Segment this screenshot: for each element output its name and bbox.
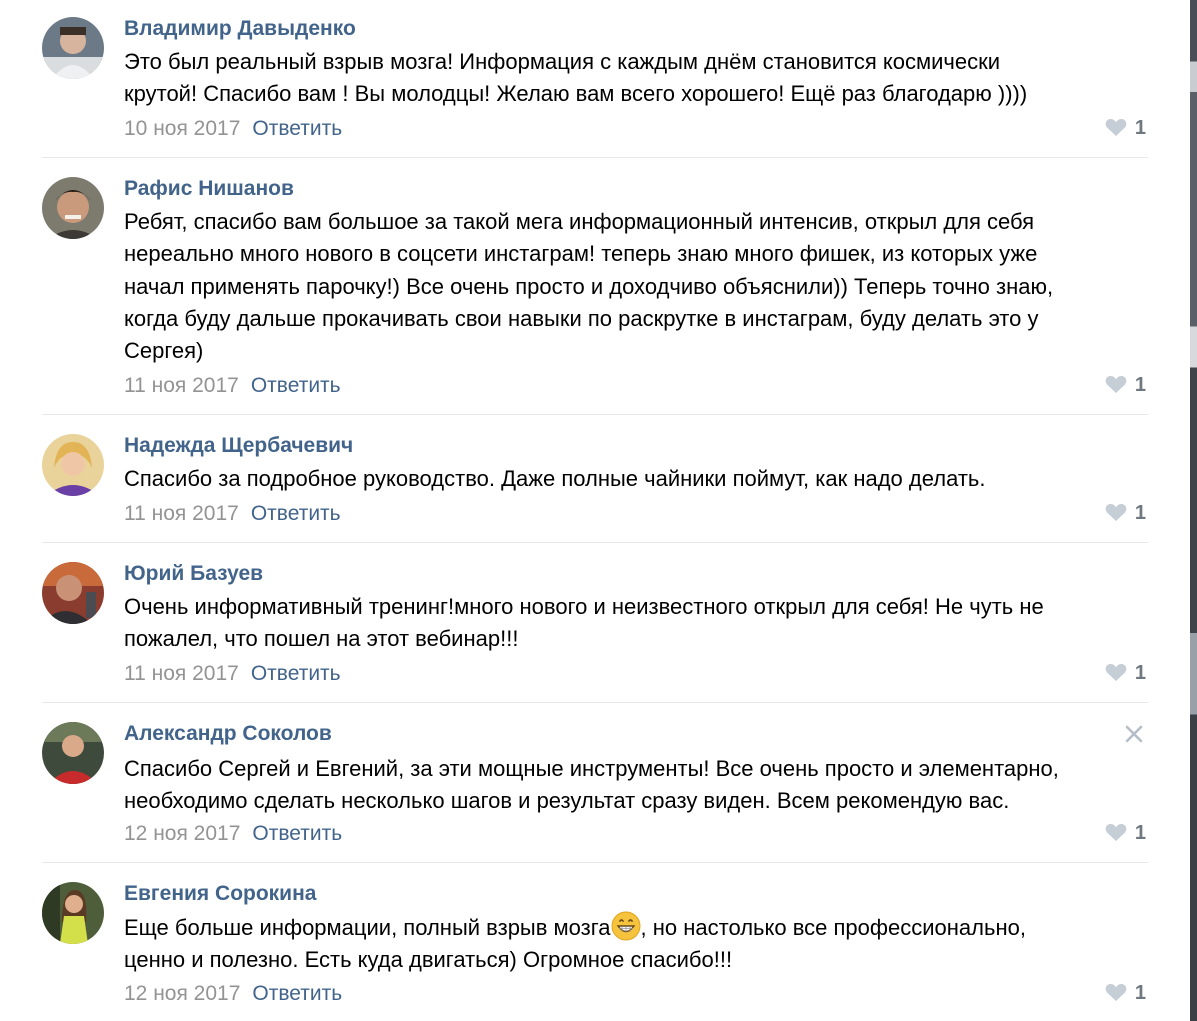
comment-text-line: Сергея)	[124, 338, 204, 364]
comment	[42, 863, 1148, 1021]
comment-author[interactable]: Юрий Базуев	[124, 562, 264, 585]
comment-date[interactable]: 11 ноя 2017	[124, 662, 239, 685]
reply-button[interactable]: Ответить	[252, 117, 343, 140]
comment-date[interactable]: 11 ноя 2017	[124, 374, 239, 397]
comment-text-line: ценно и полезно. Есть куда двигаться) Огромное спасибо!!!	[124, 947, 733, 973]
comment-text	[124, 911, 1144, 977]
comment-text	[124, 753, 1144, 818]
comment	[42, 0, 1148, 158]
close-icon[interactable]	[1124, 724, 1144, 744]
reply-button[interactable]: Ответить	[250, 374, 341, 397]
comment-text-line: Спасибо за подробное руководство. Даже полные чайники поймут, как надо делать.	[124, 466, 986, 491]
reply-button[interactable]: Ответить	[250, 502, 341, 525]
like-count: 1	[1134, 502, 1146, 524]
heart-icon	[1105, 823, 1127, 842]
comment-meta	[124, 982, 342, 1006]
comment-date[interactable]: 10 ноя 2017	[124, 117, 241, 140]
comment-meta	[124, 662, 341, 686]
comment-text	[124, 463, 1144, 495]
avatar[interactable]	[42, 562, 104, 624]
comment-text-line: Очень информативный тренинг!много нового и неизвестного открыл для себя! Не чуть не	[124, 594, 1044, 619]
reply-button[interactable]: Ответить	[252, 822, 343, 845]
comment-date[interactable]: 12 ноя 2017	[124, 982, 241, 1005]
comment	[42, 415, 1148, 543]
like-button[interactable]	[1105, 821, 1146, 845]
avatar[interactable]	[42, 177, 104, 239]
comment-meta	[124, 374, 341, 398]
comment-text-line: пожалел, что пошел на этот вебинар!!!	[124, 626, 519, 652]
like-button[interactable]	[1105, 373, 1146, 397]
comment-text-line: Спасибо Сергей и Евгений, за эти мощные инструменты! Все очень просто и элементарно,	[124, 756, 1059, 781]
comment-text	[124, 46, 1144, 111]
avatar[interactable]	[42, 434, 104, 496]
comment-date[interactable]: 11 ноя 2017	[124, 502, 239, 525]
comment-text-line: необходимо сделать несколько шагов и результат сразу виден. Всем рекомендую вас.	[124, 788, 1010, 814]
comment-text-line: Ребят, спасибо вам большое за такой мега информационный интенсив, открыл для себя	[124, 209, 1035, 234]
comment-text-part: , но настолько все профессионально,	[640, 915, 1026, 940]
comment-author[interactable]: Надежда Щербачевич	[124, 434, 354, 457]
like-button[interactable]	[1105, 661, 1146, 685]
like-count: 1	[1134, 374, 1146, 396]
comment-text-line	[124, 911, 1144, 944]
reply-button[interactable]: Ответить	[252, 982, 343, 1005]
comment-text	[124, 206, 1144, 367]
comment-text-line: когда буду дальше прокачивать свои навыки по раскрутке в инстаграм, буду делать это у	[124, 305, 1039, 331]
comment-author[interactable]: Александр Соколов	[124, 722, 332, 745]
avatar[interactable]	[42, 722, 104, 784]
heart-icon	[1105, 983, 1127, 1002]
comment-author[interactable]: Владимир Давыденко	[124, 17, 356, 40]
comment-author[interactable]: Рафис Нишанов	[124, 177, 294, 200]
avatar[interactable]	[42, 17, 104, 79]
comment-date[interactable]: 12 ноя 2017	[124, 822, 241, 845]
heart-icon	[1105, 503, 1127, 522]
like-button[interactable]	[1105, 116, 1146, 140]
comment-text	[124, 591, 1144, 656]
heart-icon	[1105, 375, 1127, 394]
comment-text-line: нереально много нового в соцсети инстаграм! теперь знаю много фишек, из которых уже	[124, 241, 1038, 267]
comment-text-line: крутой! Спасибо вам ! Вы молодцы! Желаю вам всего хорошего! Ещё раз благодарю ))))	[124, 81, 1028, 107]
like-count: 1	[1134, 662, 1146, 684]
comment-meta	[124, 117, 342, 141]
comment-text-line: начал применять парочку!) Все очень просто и доходчиво объяснили)) Теперь точно знаю,	[124, 273, 1054, 299]
comment-text-line: Это был реальный взрыв мозга! Информация с каждым днём становится космически	[124, 49, 1001, 74]
like-button[interactable]	[1105, 981, 1146, 1005]
avatar[interactable]	[42, 882, 104, 944]
comment	[42, 543, 1148, 703]
like-count: 1	[1134, 822, 1146, 844]
like-count: 1	[1134, 982, 1146, 1004]
comment-meta	[124, 502, 341, 526]
grinning-face-emoji	[611, 911, 641, 941]
heart-icon	[1105, 118, 1127, 137]
comment-meta	[124, 822, 342, 846]
like-button[interactable]	[1105, 501, 1146, 525]
comment-author[interactable]: Евгения Сорокина	[124, 882, 317, 905]
heart-icon	[1105, 663, 1127, 682]
comment-text-part: Еще больше информации, полный взрыв мозга	[124, 915, 611, 940]
comment	[42, 703, 1148, 863]
reply-button[interactable]: Ответить	[250, 662, 341, 685]
comment	[42, 158, 1148, 415]
like-count: 1	[1134, 117, 1146, 139]
scrollbar[interactable]	[1190, 0, 1197, 1021]
